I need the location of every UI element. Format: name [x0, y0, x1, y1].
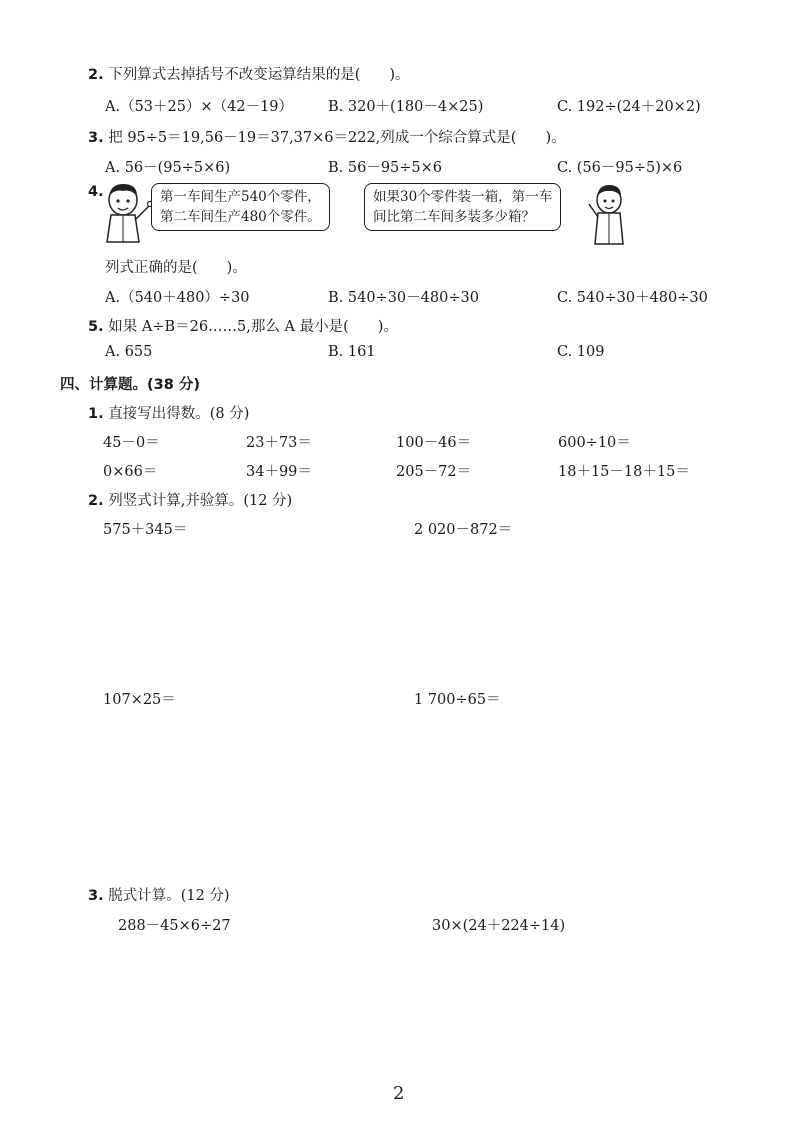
part-2-title	[88, 489, 292, 510]
question-4-option-b[interactable]: B. 540÷30－480÷30	[328, 290, 479, 306]
part-3-title	[88, 884, 230, 905]
vertical-calc-item: 107×25＝	[103, 692, 176, 708]
part-3-number: 3.	[88, 888, 104, 904]
mental-math-item: 205－72＝	[396, 464, 472, 480]
question-5-number: 5.	[88, 319, 104, 335]
question-3-option-a[interactable]: A. 56－(95÷5×6)	[105, 160, 231, 176]
speech-bubble-right-line-1: 如果30个零件装一箱，第一车	[373, 189, 553, 205]
question-2-option-b[interactable]: B. 320＋(180－4×25)	[328, 99, 484, 115]
question-5-option-a[interactable]: A. 655	[105, 344, 153, 360]
question-4-option-c[interactable]: C. 540÷30＋480÷30	[557, 290, 708, 306]
mental-math-item: 600÷10＝	[558, 435, 631, 451]
part-1-text: 直接写出得数。(8 分)	[108, 406, 250, 422]
part-1-number: 1.	[88, 406, 104, 422]
question-4-option-a[interactable]: A.（540＋480）÷30	[105, 290, 250, 306]
mental-math-item: 45－0＝	[103, 435, 160, 451]
question-4-number: 4.	[88, 184, 104, 200]
question-3-option-b[interactable]: B. 56－95÷5×6	[328, 160, 443, 176]
question-3-number: 3.	[88, 130, 104, 146]
boy-right-illustration	[585, 182, 633, 248]
mental-math-item: 100－46＝	[396, 435, 472, 451]
mental-math-item: 0×66＝	[103, 464, 158, 480]
speech-bubble-left	[151, 183, 330, 231]
question-4-text: 列式正确的是( )。	[105, 260, 247, 276]
part-1-title	[88, 402, 249, 423]
vertical-calc-item: 575＋345＝	[103, 522, 188, 538]
vertical-calc-item: 1 700÷65＝	[414, 692, 501, 708]
boy-left-illustration	[97, 180, 157, 246]
question-2-stem	[88, 63, 410, 84]
speech-bubble-left-line-1: 第一车间生产540个零件，	[160, 189, 321, 205]
question-3-option-c[interactable]: C. (56－95÷5)×6	[557, 160, 683, 176]
step-calc-item: 288－45×6÷27	[118, 918, 231, 934]
mental-math-item: 23＋73＝	[246, 435, 312, 451]
section-4-title: 四、计算题。(38 分)	[60, 377, 200, 393]
vertical-calc-item: 2 020－872＝	[414, 522, 513, 538]
part-2-number: 2.	[88, 493, 104, 509]
mental-math-item: 18＋15－18＋15＝	[558, 464, 690, 480]
question-5-option-c[interactable]: C. 109	[557, 344, 605, 360]
speech-bubble-right	[364, 183, 561, 231]
question-2-text: 下列算式去掉括号不改变运算结果的是( )。	[108, 67, 410, 83]
question-5-text: 如果 A÷B＝26……5,那么 A 最小是( )。	[108, 319, 398, 335]
mental-math-item: 34＋99＝	[246, 464, 312, 480]
part-2-text: 列竖式计算,并验算。(12 分)	[108, 493, 293, 509]
question-3-stem	[88, 126, 566, 147]
question-2-number: 2.	[88, 67, 104, 83]
question-5-option-b[interactable]: B. 161	[328, 344, 376, 360]
part-3-text: 脱式计算。(12 分)	[108, 888, 230, 904]
page-number: 2	[393, 1083, 405, 1104]
speech-bubble-left-line-2: 第二车间生产480个零件。	[160, 209, 321, 225]
question-5-stem	[88, 315, 398, 336]
speech-bubble-right-line-2: 间比第二车间多装多少箱？	[373, 209, 535, 225]
step-calc-item: 30×(24＋224÷14)	[432, 918, 566, 934]
question-2-option-a[interactable]: A.（53＋25）×（42－19）	[105, 99, 294, 115]
question-3-text: 把 95÷5＝19,56－19＝37,37×6＝222,列成一个综合算式是( )。	[108, 130, 566, 146]
question-2-option-c[interactable]: C. 192÷(24＋20×2)	[557, 99, 701, 115]
